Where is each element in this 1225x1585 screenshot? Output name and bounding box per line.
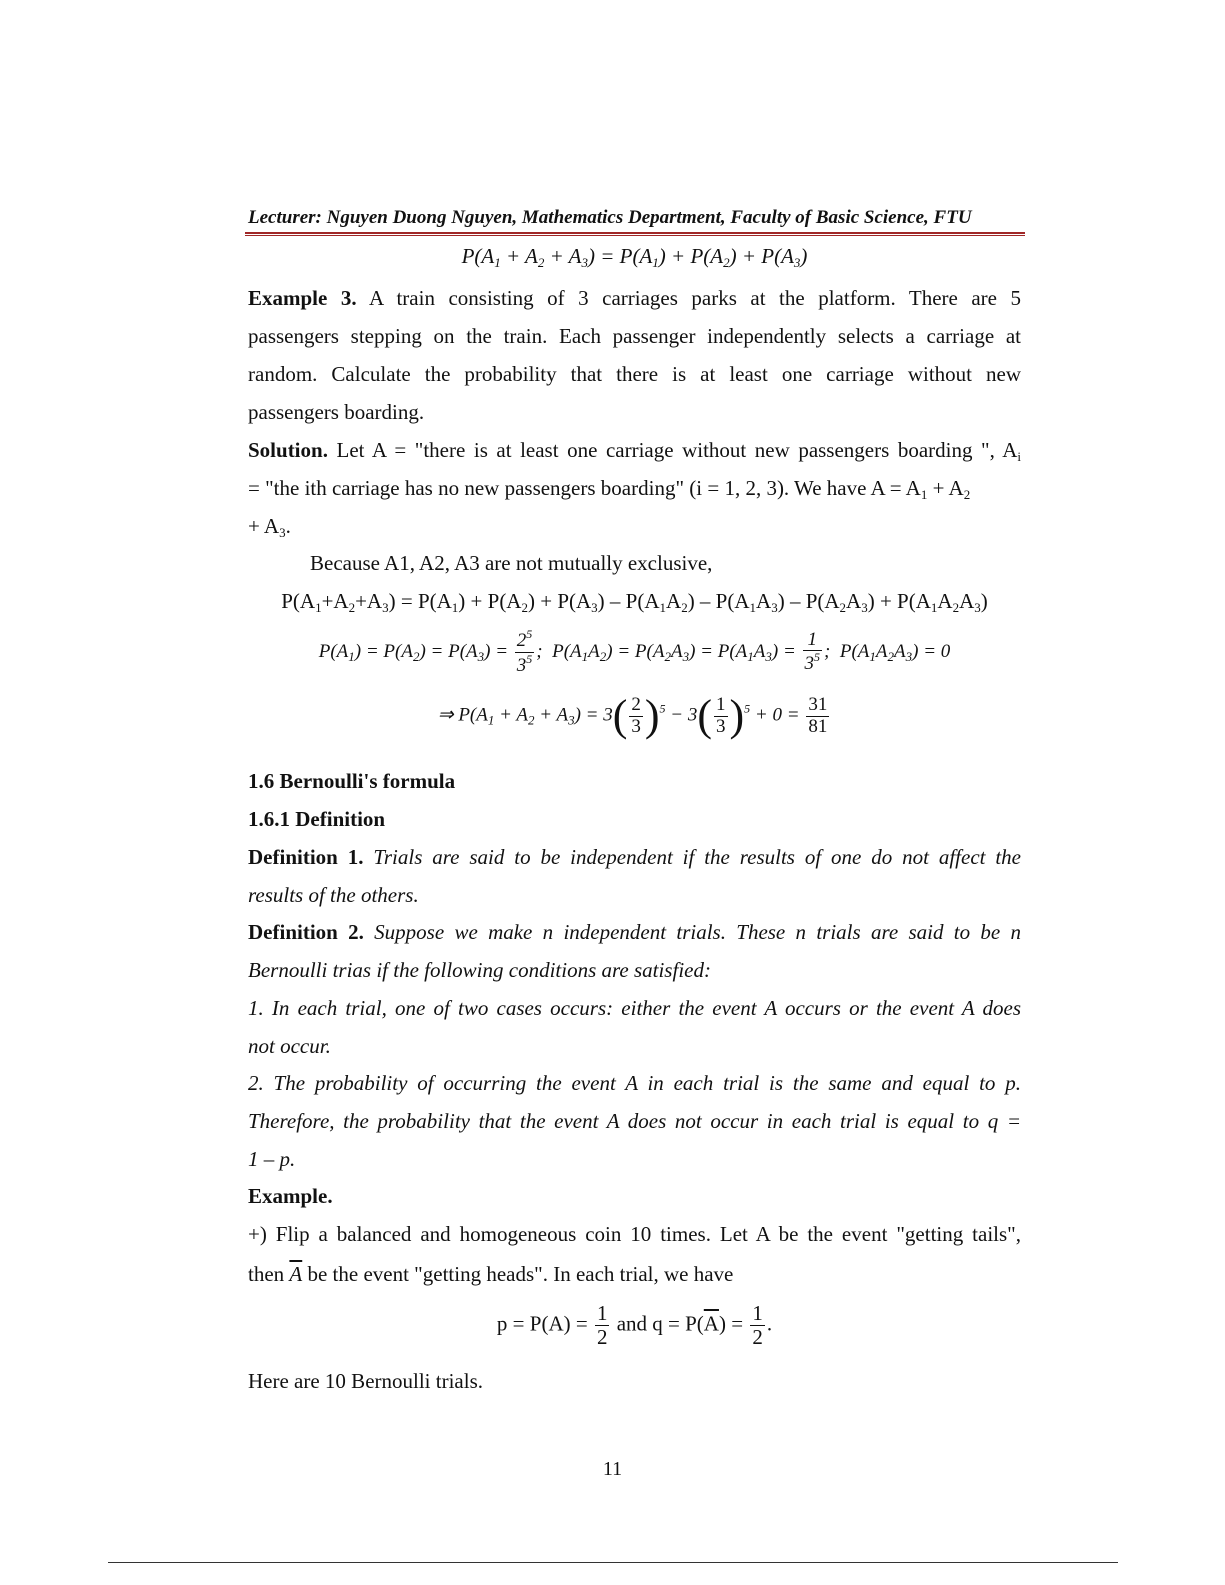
- solution-text1: Let A = "there is at least one carriage without new passengers boarding ", A: [336, 438, 1018, 462]
- solution-text3a: + A: [248, 514, 280, 538]
- definition2-label: Definition 2.: [248, 920, 364, 944]
- solution-because: Because A1, A2, A3 are not mutually exclusive,: [310, 551, 713, 575]
- example-a-bar: $\overline{A}$: [289, 1262, 303, 1286]
- formula-sum-probability: $P(A_1 + A_2 + A_3) = P(A_1) + P(A_2) + P(A_3)$: [461, 244, 808, 270]
- definition1-text1: Trials are said to be independent if the results of one do not affect the: [373, 845, 1022, 869]
- formula-q-text: q = P(: [652, 1311, 704, 1336]
- definition2-item2-line2: Therefore, the probability that the event A does not occur in each trial is equal to q =: [248, 1109, 1021, 1133]
- definition2-item2-line3: 1 – p.: [248, 1147, 296, 1171]
- example3-line4: passengers boarding.: [248, 400, 425, 424]
- formula-q-a-bar: $\overline{A}$: [703, 1311, 719, 1336]
- formula-q-end: ) =: [718, 1311, 744, 1336]
- example-line1: +) Flip a balanced and homogeneous coin 10 times. Let A be the event "getting tails",: [248, 1222, 1021, 1246]
- example-line2: [248, 1262, 733, 1287]
- formula-probabilities: $P(A_1) = P(A_2) = P(A_3)$ = $\frac{2^5}{3^5}$ ; $P(A_1A_2) = P(A_2A_3) = P(A_1A_3)$ = $\frac{1}{3^5}$ ; $P(A_1A_2A_3) = 0$: [318, 627, 951, 676]
- page-number: 11: [602, 1458, 623, 1480]
- solution-text2a: = "the ith carriage has no new passengers boarding" (i = 1, 2, 3). We have A = A: [248, 476, 921, 500]
- footer-rule: [108, 1562, 1118, 1563]
- solution-sub-1: 1: [920, 487, 928, 502]
- header-rule: [245, 232, 1025, 236]
- section-title: 1.6 Bernoulli's formula: [248, 769, 456, 793]
- example-text2b: be the event "getting heads". In each trial, we have: [302, 1262, 734, 1286]
- example3-text1: A train consisting of 3 carriages parks at the platform. There are 5: [368, 286, 1021, 310]
- solution-sub-2: 2: [963, 487, 971, 502]
- solution-label: Solution.: [248, 438, 328, 462]
- solution-sub-i: i: [1017, 449, 1021, 464]
- page-header: Lecturer: Nguyen Duong Nguyen, Mathematics Department, Faculty of Basic Science, FTU: [248, 207, 972, 228]
- definition2-item1-line2: not occur.: [248, 1034, 331, 1058]
- formula-p-num: 1: [596, 1301, 608, 1325]
- definition2-text1: Suppose we make n independent trials. These n trials are said to be n: [374, 920, 1021, 944]
- definition2-line2: Bernoulli trias if the following conditions are satisfied:: [248, 958, 711, 982]
- formula-result: ⇒ $P(A_1 + A_2 + A_3) = 3$( $\frac{2}{3}$ )$^5$ − 3( $\frac{1}{3}$ )$^5$ + 0 = $\frac{31}{81}$: [437, 691, 828, 740]
- example3-line3: random. Calculate the probability that there is at least one carriage without new: [248, 362, 1021, 386]
- example-text2a: then: [248, 1262, 290, 1286]
- definition1-line1: [248, 845, 1021, 870]
- solution-text2b: + A: [927, 476, 964, 500]
- formula-q-num: 1: [752, 1301, 763, 1325]
- formula-p-text: p = P(A) =: [496, 1311, 588, 1336]
- solution-sub-3: 3: [279, 525, 286, 540]
- formula-p-den: 2: [596, 1325, 608, 1350]
- example-label: Example.: [248, 1184, 333, 1208]
- solution-line3: [248, 514, 291, 541]
- definition2-line1: [248, 920, 1021, 945]
- example3-line2: passengers stepping on the train. Each passenger independently selects a carriage at: [248, 324, 1021, 348]
- formula-p-q: p = P(A) = $\frac{1}{2}$ and $q = P(\overline{A})$ = $\frac{1}{2}$ .: [496, 1301, 773, 1350]
- formula-inclusion-exclusion: $P(A_1+A_2+A_3) = P(A_1) + P(A_2) + P(A_3) - P(A_1A_2) - P(A_1A_3) - P(A_2A_3) + P(A_1A_2A_3)$: [281, 589, 988, 615]
- definition2-item2-line1: 2. The probability of occurring the event A in each trial is the same and equal to p.: [248, 1071, 1021, 1095]
- example3-line1: [248, 286, 1021, 311]
- example-closing: Here are 10 Bernoulli trials.: [248, 1369, 483, 1393]
- section-subtitle: 1.6.1 Definition: [248, 807, 386, 831]
- formula-and: and: [616, 1311, 648, 1336]
- solution-text3b: .: [285, 514, 291, 538]
- solution-line1: [248, 438, 1021, 465]
- solution-line2: [248, 476, 970, 503]
- definition1-label: Definition 1.: [248, 845, 364, 869]
- formula-q-den: 2: [752, 1325, 763, 1350]
- example3-label: Example 3.: [248, 286, 357, 310]
- definition1-line2: results of the others.: [248, 883, 419, 907]
- definition2-item1-line1: 1. In each trial, one of two cases occurs: either the event A occurs or the event A does: [248, 996, 1021, 1020]
